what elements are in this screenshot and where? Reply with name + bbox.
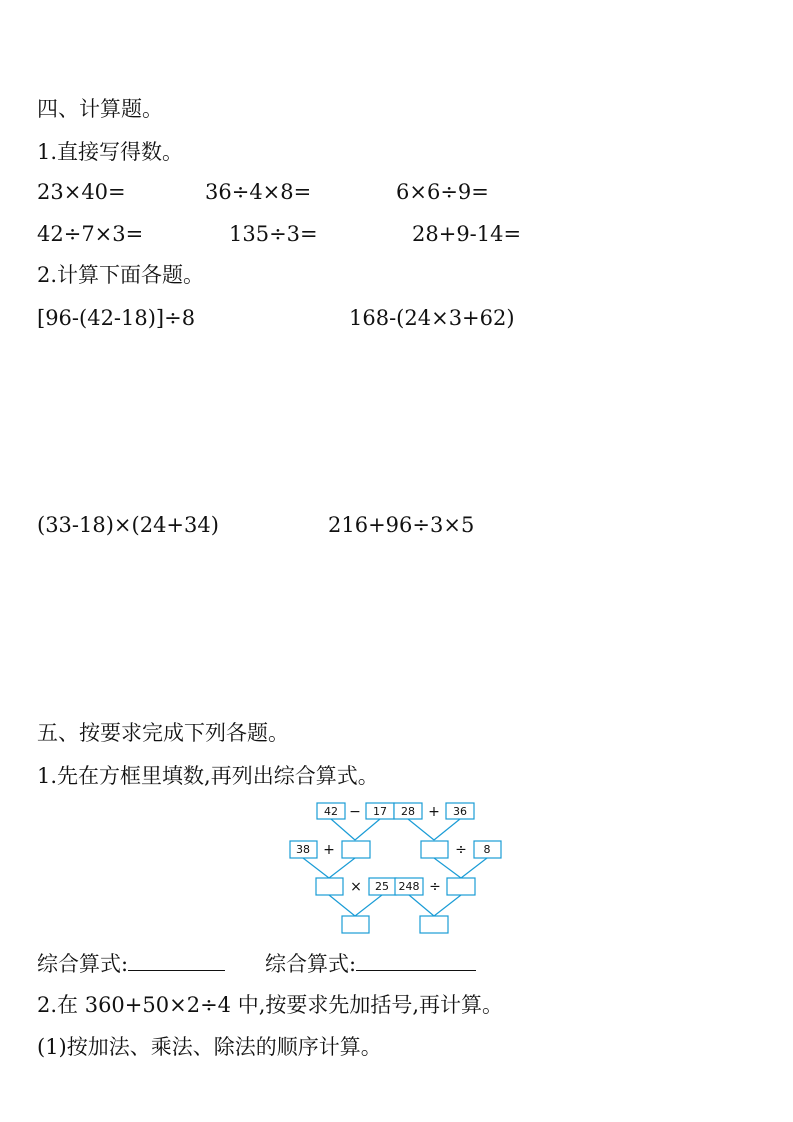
- operator-symbol: −: [349, 804, 361, 820]
- section-4-heading: 四、计算题。: [37, 97, 163, 121]
- box-value: 25: [375, 880, 389, 893]
- answer-box: [342, 916, 369, 933]
- box-value: 248: [398, 880, 420, 893]
- connector-line: [329, 858, 355, 878]
- sub-question-1: (1)按加法、乘法、除法的顺序计算。: [37, 1035, 382, 1059]
- calc-problem: (33-18)×(24+34): [37, 513, 219, 537]
- question-1-title: 1.直接写得数。: [37, 140, 184, 164]
- question-2-title: 2.计算下面各题。: [37, 263, 205, 287]
- connector-line: [303, 858, 329, 878]
- answer-box: [447, 878, 475, 895]
- box-value: 8: [483, 843, 491, 856]
- answer-box: [421, 841, 448, 858]
- calc-problem: [96-(42-18)]÷8: [37, 306, 196, 330]
- calc-problem: 168-(24×3+62): [349, 306, 515, 330]
- formula-row-left: [37, 950, 225, 977]
- box-value: 28: [401, 805, 415, 818]
- question-1-title: 1.先在方框里填数,再列出综合算式。: [37, 764, 379, 788]
- oral-calc-item: 42÷7×3=: [37, 222, 144, 246]
- formula-row-right: [265, 950, 476, 977]
- formula-answer-blank[interactable]: [356, 950, 476, 971]
- calculation-tree-diagram: [285, 798, 510, 936]
- connector-line: [434, 895, 461, 916]
- operator-symbol: +: [323, 842, 335, 858]
- oral-calc-item: 23×40=: [37, 180, 126, 204]
- oral-calc-item: 135÷3=: [229, 222, 318, 246]
- connector-line: [331, 819, 355, 840]
- formula-label: 综合算式:: [37, 952, 129, 976]
- operator-symbol: ÷: [455, 842, 467, 858]
- answer-box: [316, 878, 343, 895]
- oral-calc-item: 6×6÷9=: [396, 180, 489, 204]
- box-value: 36: [453, 805, 467, 818]
- connector-line: [461, 858, 487, 878]
- operator-symbol: +: [428, 804, 440, 820]
- connector-line: [355, 819, 380, 840]
- operator-symbol: ÷: [429, 879, 441, 895]
- oral-calc-item: 28+9-14=: [412, 222, 522, 246]
- oral-calc-item: 36÷4×8=: [205, 180, 312, 204]
- box-value: 42: [324, 805, 338, 818]
- box-value: 38: [296, 843, 310, 856]
- connector-line: [329, 895, 355, 916]
- calc-problem: 216+96÷3×5: [328, 513, 475, 537]
- connector-line: [434, 819, 460, 840]
- operator-symbol: ×: [350, 879, 362, 895]
- formula-answer-blank[interactable]: [128, 950, 225, 971]
- section-5-heading: 五、按要求完成下列各题。: [37, 721, 289, 745]
- box-value: 17: [373, 805, 387, 818]
- connector-line: [355, 895, 382, 916]
- answer-box: [420, 916, 448, 933]
- formula-label: 综合算式:: [265, 952, 357, 976]
- connector-line: [434, 858, 461, 878]
- connector-line: [408, 819, 434, 840]
- connector-line: [409, 895, 434, 916]
- question-2-title: 2.在 360+50×2÷4 中,按要求先加括号,再计算。: [37, 993, 504, 1017]
- answer-box: [342, 841, 370, 858]
